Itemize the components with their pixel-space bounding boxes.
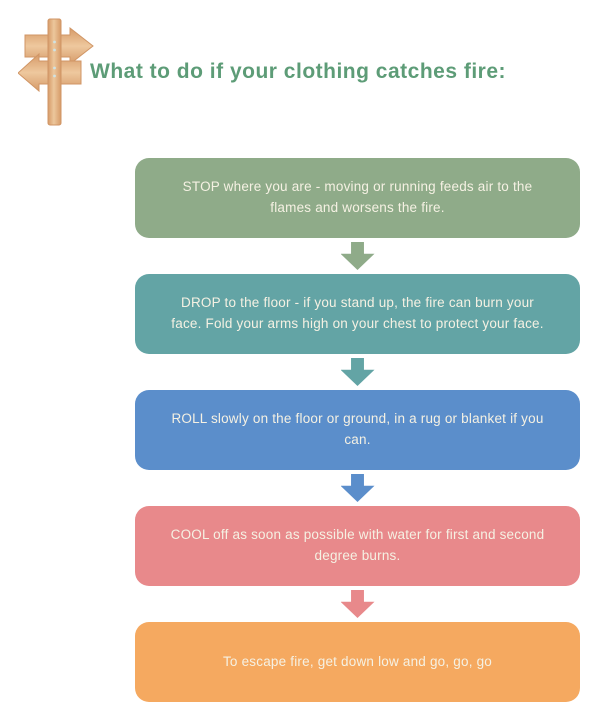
- flowchart: [135, 158, 580, 702]
- down-arrow-icon: [341, 474, 375, 502]
- step-box-drop: DROP to the floor - if you stand up, the fire can burn your face. Fold your arms high on your chest to protect your face.: [135, 274, 580, 354]
- page-title: What to do if your clothing catches fire:: [90, 60, 507, 83]
- step-box-stop: STOP where you are - moving or running feeds air to the flames and worsens the fire.: [135, 158, 580, 238]
- header: [0, 0, 600, 140]
- down-arrow-icon: [341, 242, 375, 270]
- down-arrow-icon: [341, 358, 375, 386]
- signpost-icon: [18, 16, 98, 128]
- down-arrow-icon: [341, 590, 375, 618]
- step-box-cool: COOL off as soon as possible with water for first and second degree burns.: [135, 506, 580, 586]
- step-box-roll: ROLL slowly on the floor or ground, in a rug or blanket if you can.: [135, 390, 580, 470]
- step-box-escape: To escape fire, get down low and go, go, go: [135, 622, 580, 702]
